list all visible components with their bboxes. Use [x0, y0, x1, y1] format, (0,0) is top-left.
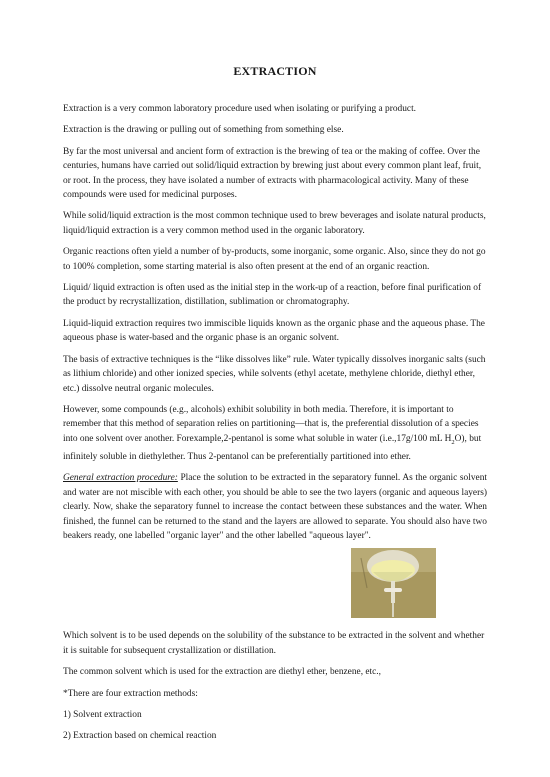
separatory-funnel-icon: [351, 548, 436, 618]
paragraph-intro: Extraction is a very common laboratory procedure used when isolating or purifying a product.: [63, 104, 417, 114]
list-item-method-1: 1) Solvent extraction: [63, 710, 142, 721]
procedure-heading: General extraction procedure:: [63, 473, 178, 484]
partitioning-text: However, some compounds (e.g., alcohols) exhibit solubility in both media. Therefore, it is important to remember that this method of separation relies on partitioning—that is, the preferential dissolution of a species into one solvent over another. Forexample,2-pentanol is some what soluble in water (i.e.,17g/100 mL H: [63, 404, 479, 444]
paragraph-methods-intro: *There are four extraction methods:: [63, 688, 198, 699]
procedure-text: Place the solution to be extracted in the separatory funnel. As the organic solvent and water are not miscible with each other, you should be able to see the two layers (organic and aqueous layers) clearly. Now, shake the separatory funnel to increase the contact between these substances and the water. When finished, the funnel can be returned to the stand and the layers are allowed to separate. You should also have two beakers ready, one labelled "organic layer" and the other labelled "aqueous layer".: [63, 473, 487, 542]
paragraph-history: By far the most universal and ancient form of extraction is the brewing of tea or the making of coffee. Over the centuries, humans have carried out solid/liquid extraction by brewing just about every common plant leaf, fruit, or root. In the process, they have isolated a number of extracts with pharmacological activity. Many of these compounds were used for medicinal purposes.: [63, 146, 482, 201]
paragraph-definition: Extraction is the drawing or pulling out of something from something else.: [63, 125, 344, 136]
paragraph-liquid-liquid: While solid/liquid extraction is the most common technique used to brew beverages and isolate natural products, liquid/liquid extraction is a very common method used in the organic laboratory.: [63, 211, 486, 236]
subscript-2: 2: [451, 438, 455, 446]
paragraph-like-dissolves-like: The basis of extractive techniques is the “like dissolves like” rule. Water typically dissolves inorganic salts (such as lithium chloride) and other ionized species, while solvents (ethyl acetate, methylene chloride, diethyl ether, etc.) dissolve neutral organic molecules.: [63, 354, 486, 394]
figure-row: [63, 548, 487, 621]
separatory-funnel-image: [351, 548, 436, 618]
paragraph-common-solvents: The common solvent which is used for the extraction are diethyl ether, benzene, etc.,: [63, 667, 381, 678]
partitioning-text-end: O), but infinitely soluble in diethylether. Thus 2-pentanol can be preferentially partitioned into ether.: [63, 433, 482, 462]
paragraph-byproducts: Organic reactions often yield a number of by-products, some inorganic, some organic. Also, since they do not go to 100% completion, some starting material is also often present at the end of an organic reaction.: [63, 247, 486, 272]
list-item-method-2: 2) Extraction based on chemical reaction: [63, 731, 217, 742]
paragraph-procedure: [63, 471, 487, 543]
paragraph-solvent-choice: Which solvent is to be used depends on the solubility of the substance to be extracted in the solvent and whether it is suitable for subsequent crystallization or distillation.: [63, 631, 485, 656]
paragraph-phases: Liquid-liquid extraction requires two immiscible liquids known as the organic phase and the aqueous phase. The aqueous phase is water-based and the organic phase is an organic solvent.: [63, 318, 485, 344]
page-title: EXTRACTION: [233, 64, 317, 78]
paragraph-partitioning: [63, 403, 487, 465]
paragraph-workup: Liquid/ liquid extraction is often used as the initial step in the work-up of a reaction, before final purification of the product by recrystallization, distillation, sublimation or chromatography.: [63, 283, 482, 308]
